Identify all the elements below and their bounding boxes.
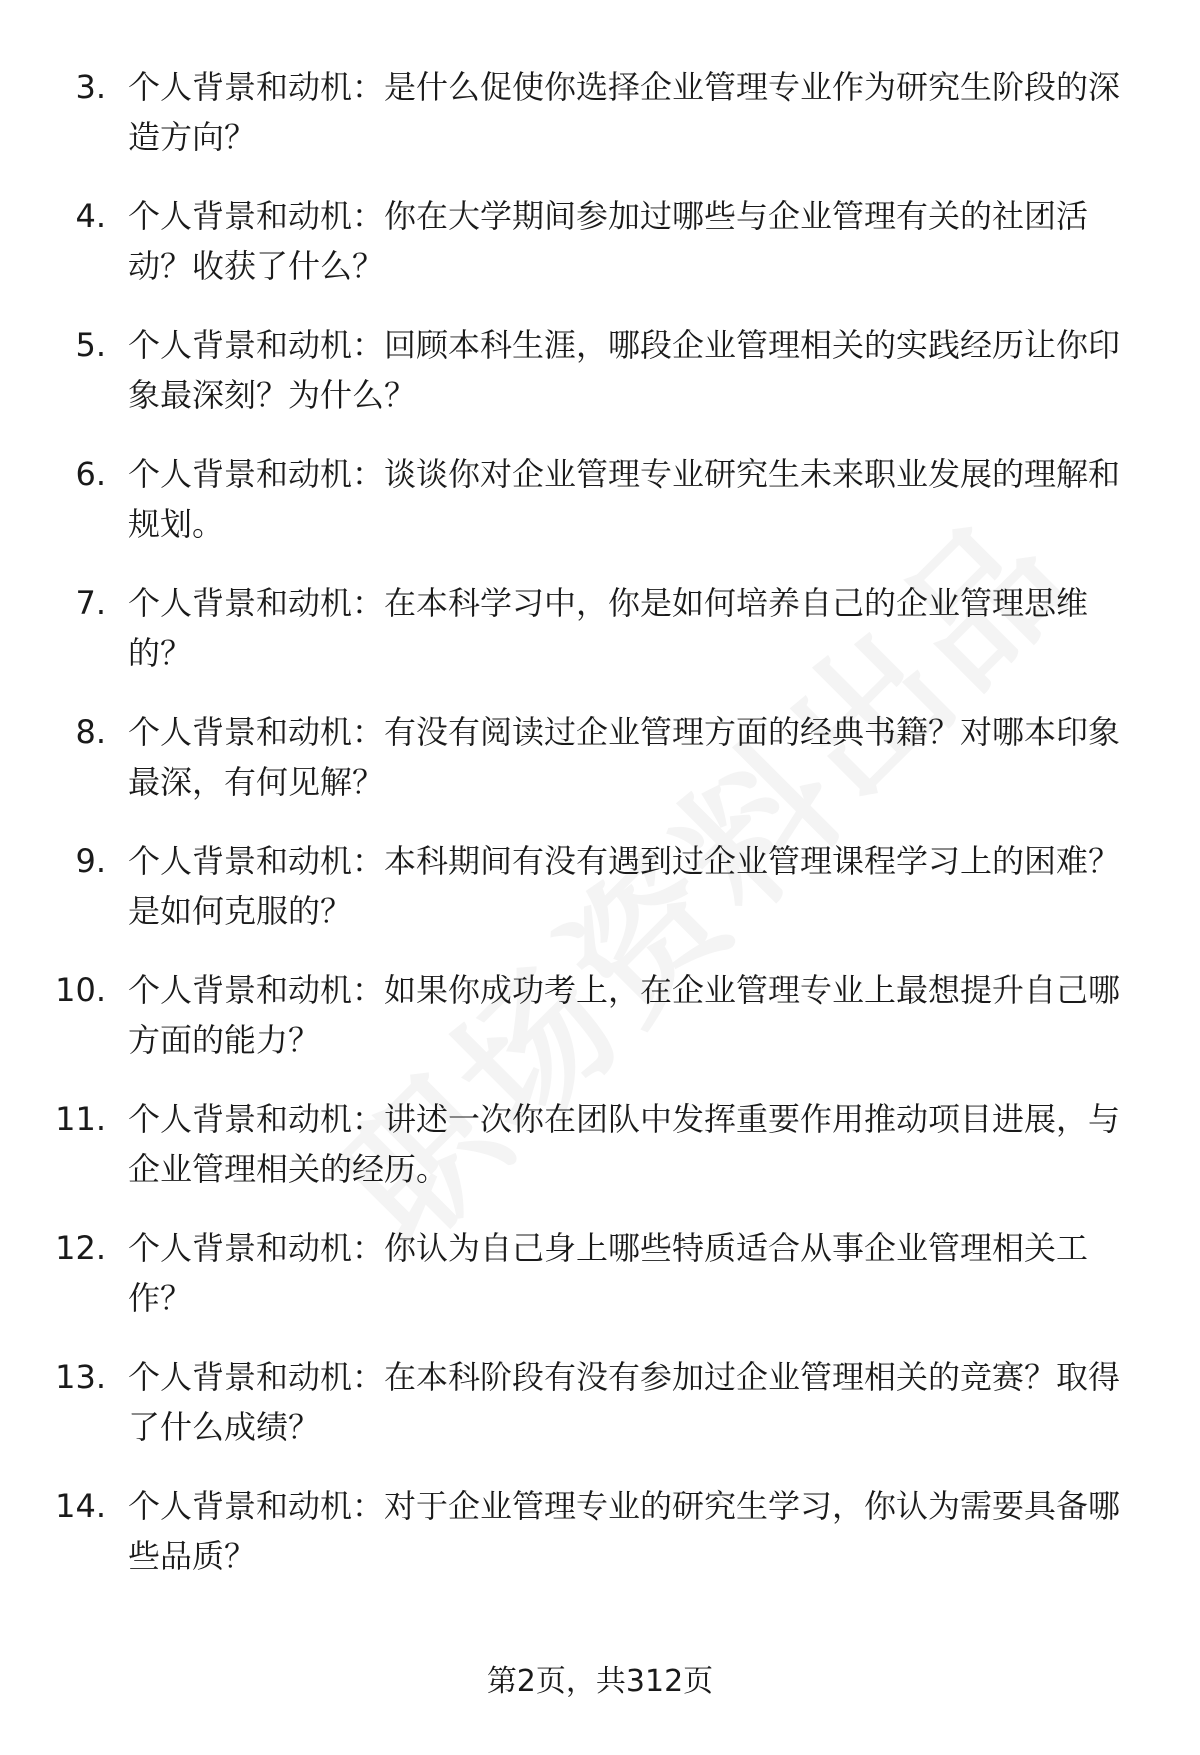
list-item: [0, 191, 1200, 320]
item-text: 个人背景和动机：有没有阅读过企业管理方面的经典书籍？对哪本印象最深，有何见解？: [128, 713, 1121, 801]
list-item: [0, 449, 1200, 578]
item-number: 10.: [55, 971, 106, 1009]
item-text: 个人背景和动机：你在大学期间参加过哪些与企业管理有关的社团活动？收获了什么？: [128, 197, 1089, 285]
item-number: 5.: [75, 326, 106, 364]
item-number: 8.: [75, 713, 106, 751]
item-number: 9.: [75, 842, 106, 880]
item-number: 4.: [75, 197, 106, 235]
item-text: 个人背景和动机：你认为自己身上哪些特质适合从事企业管理相关工作？: [128, 1229, 1089, 1317]
list-item: [0, 320, 1200, 449]
list-item: [0, 1094, 1200, 1223]
item-text: 个人背景和动机：如果你成功考上，在企业管理专业上最想提升自己哪方面的能力？: [128, 971, 1121, 1059]
list-item: [0, 1223, 1200, 1352]
item-number: 11.: [55, 1100, 106, 1138]
item-text: 个人背景和动机：回顾本科生涯，哪段企业管理相关的实践经历让你印象最深刻？为什么？: [128, 326, 1121, 414]
item-text: 个人背景和动机：谈谈你对企业管理专业研究生未来职业发展的理解和规划。: [128, 455, 1121, 543]
list-item: [0, 707, 1200, 836]
list-item: [0, 1352, 1200, 1481]
list-item: [0, 578, 1200, 707]
list-item: [0, 62, 1200, 191]
page-footer: 第2页，共312页: [486, 1664, 714, 1699]
item-number: 14.: [55, 1487, 106, 1525]
item-text: 个人背景和动机：在本科学习中，你是如何培养自己的企业管理思维的？: [128, 584, 1089, 672]
item-number: 7.: [75, 584, 106, 622]
list-item: [0, 1481, 1200, 1610]
item-text: 个人背景和动机：讲述一次你在团队中发挥重要作用推动项目进展，与企业管理相关的经历。: [128, 1100, 1121, 1188]
item-text: 个人背景和动机：是什么促使你选择企业管理专业作为研究生阶段的深造方向？: [128, 68, 1121, 156]
item-number: 3.: [75, 68, 106, 106]
item-number: 13.: [55, 1358, 106, 1396]
item-text: 个人背景和动机：本科期间有没有遇到过企业管理课程学习上的困难？是如何克服的？: [128, 842, 1121, 930]
question-list: [0, 62, 1200, 1610]
item-number: 6.: [75, 455, 106, 493]
item-number: 12.: [55, 1229, 106, 1267]
item-text: 个人背景和动机：在本科阶段有没有参加过企业管理相关的竞赛？取得了什么成绩？: [128, 1358, 1121, 1446]
list-item: [0, 965, 1200, 1094]
list-item: [0, 836, 1200, 965]
item-text: 个人背景和动机：对于企业管理专业的研究生学习，你认为需要具备哪些品质？: [128, 1487, 1121, 1575]
